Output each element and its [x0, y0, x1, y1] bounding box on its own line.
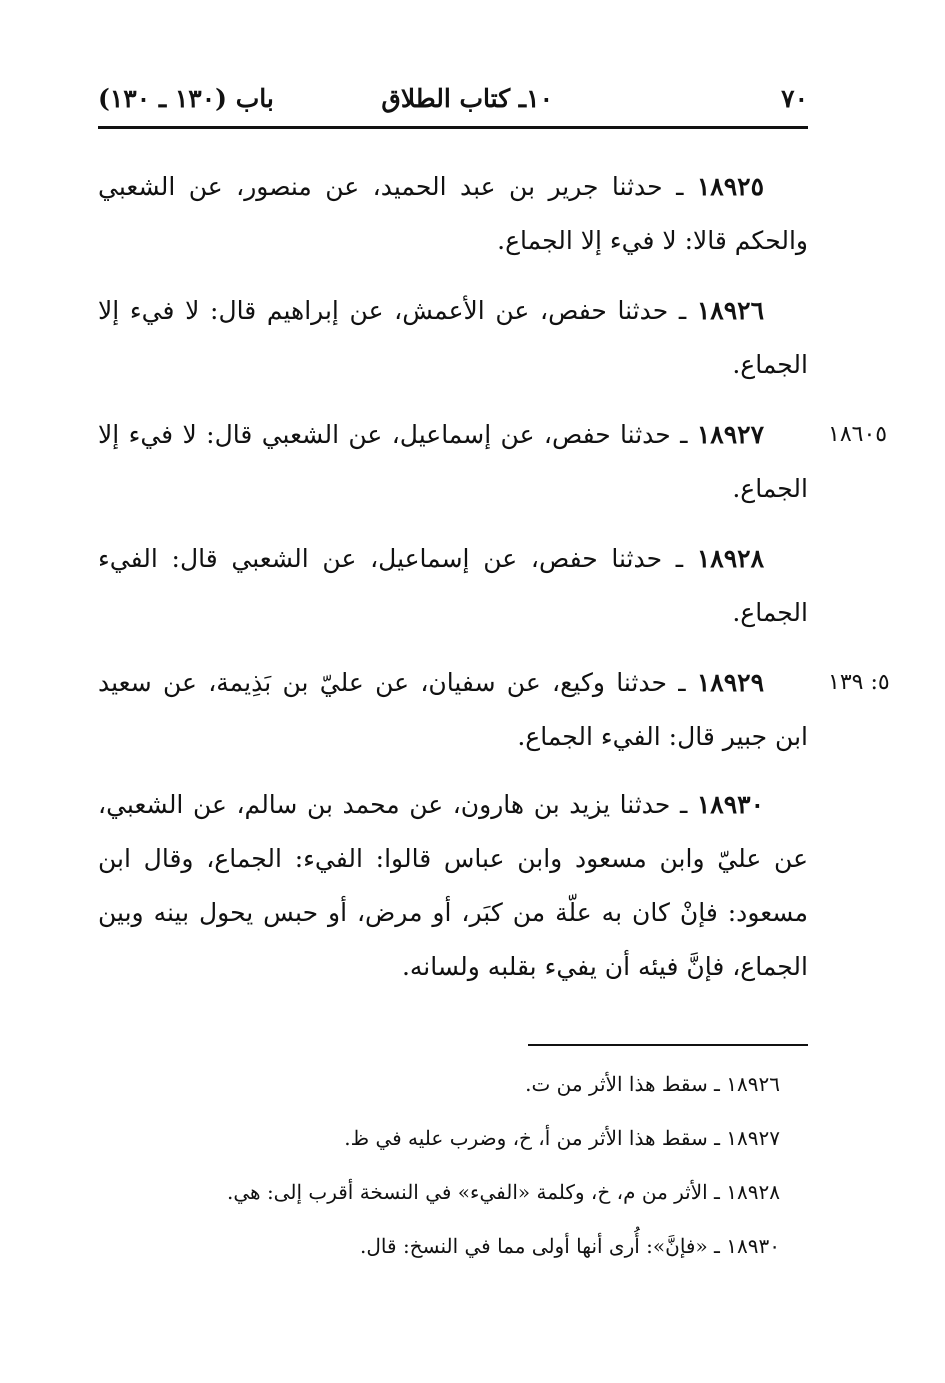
hadith-text: ـ حدثنا يزيد بن هارون، عن محمد بن سالم، عن الشعبي، عن عليّ وابن مسعود وابن عباس قالوا: الفيء: الجماع، وقال ابن مسعود: فإنْ كان به علّة من كبَر، أو مرض، أو حبس يحول بينه وبين الجماع، فإنَّ فيئه أن يفيء بقلبه ولسانه. [98, 790, 808, 981]
chapter-range: باب (١٣٠ ـ ١٣٠) [98, 84, 274, 113]
hadith-text: ـ حدثنا جرير بن عبد الحميد، عن منصور، عن الشعبي والحكم قالا: لا فيء إلا الجماع. [98, 172, 808, 255]
hadith-entry [98, 284, 808, 392]
hadith-number: ١٨٩٢٦ [696, 296, 764, 325]
footnote: ١٨٩٢٧ ـ سقط هذا الأثر من أ، خ، وضرب عليه في ظ. [344, 1126, 780, 1150]
hadith-number: ١٨٩٢٨ [696, 544, 764, 573]
book-title: ١٠ـ كتاب الطلاق [381, 84, 553, 113]
header-divider [98, 126, 808, 129]
footnote: ١٨٩٢٨ ـ الأثر من م، خ، وكلمة «الفيء» في النسخة أقرب إلى: هي. [227, 1180, 780, 1204]
hadith-text: ـ حدثنا وكيع، عن سفيان، عن عليّ بن بَذِيمة، عن سعيد ابن جبير قال: الفيء الجماع. [98, 668, 808, 751]
hadith-text: ـ حدثنا حفص، عن الأعمش، عن إبراهيم قال: لا فيء إلا الجماع. [98, 296, 808, 379]
hadith-text: ـ حدثنا حفص، عن إسماعيل، عن الشعبي قال: الفيء الجماع. [98, 544, 808, 627]
hadith-number: ١٨٩٣٠ [696, 790, 764, 819]
hadith-number: ١٨٩٢٥ [696, 172, 764, 201]
hadith-number: ١٨٩٢٧ [696, 420, 764, 449]
footnote: ١٨٩٢٦ ـ سقط هذا الأثر من ت. [525, 1072, 780, 1096]
margin-reference: ٥: ١٣٩ [828, 670, 890, 695]
footnote-divider [528, 1044, 808, 1046]
hadith-entry [98, 778, 808, 994]
hadith-entry [98, 532, 808, 640]
page-number: ٧٠ [781, 84, 808, 113]
margin-reference: ١٨٦٠٥ [828, 422, 888, 447]
hadith-text: ـ حدثنا حفص، عن إسماعيل، عن الشعبي قال: لا فيء إلا الجماع. [98, 420, 808, 503]
hadith-entry [98, 656, 808, 764]
footnote: ١٨٩٣٠ ـ «فإنَّ»: أُرى أنها أولى مما في النسخ: قال. [360, 1234, 780, 1258]
hadith-entry [98, 408, 808, 516]
hadith-entry [98, 160, 808, 268]
page-header [98, 84, 808, 124]
hadith-number: ١٨٩٢٩ [696, 668, 764, 697]
